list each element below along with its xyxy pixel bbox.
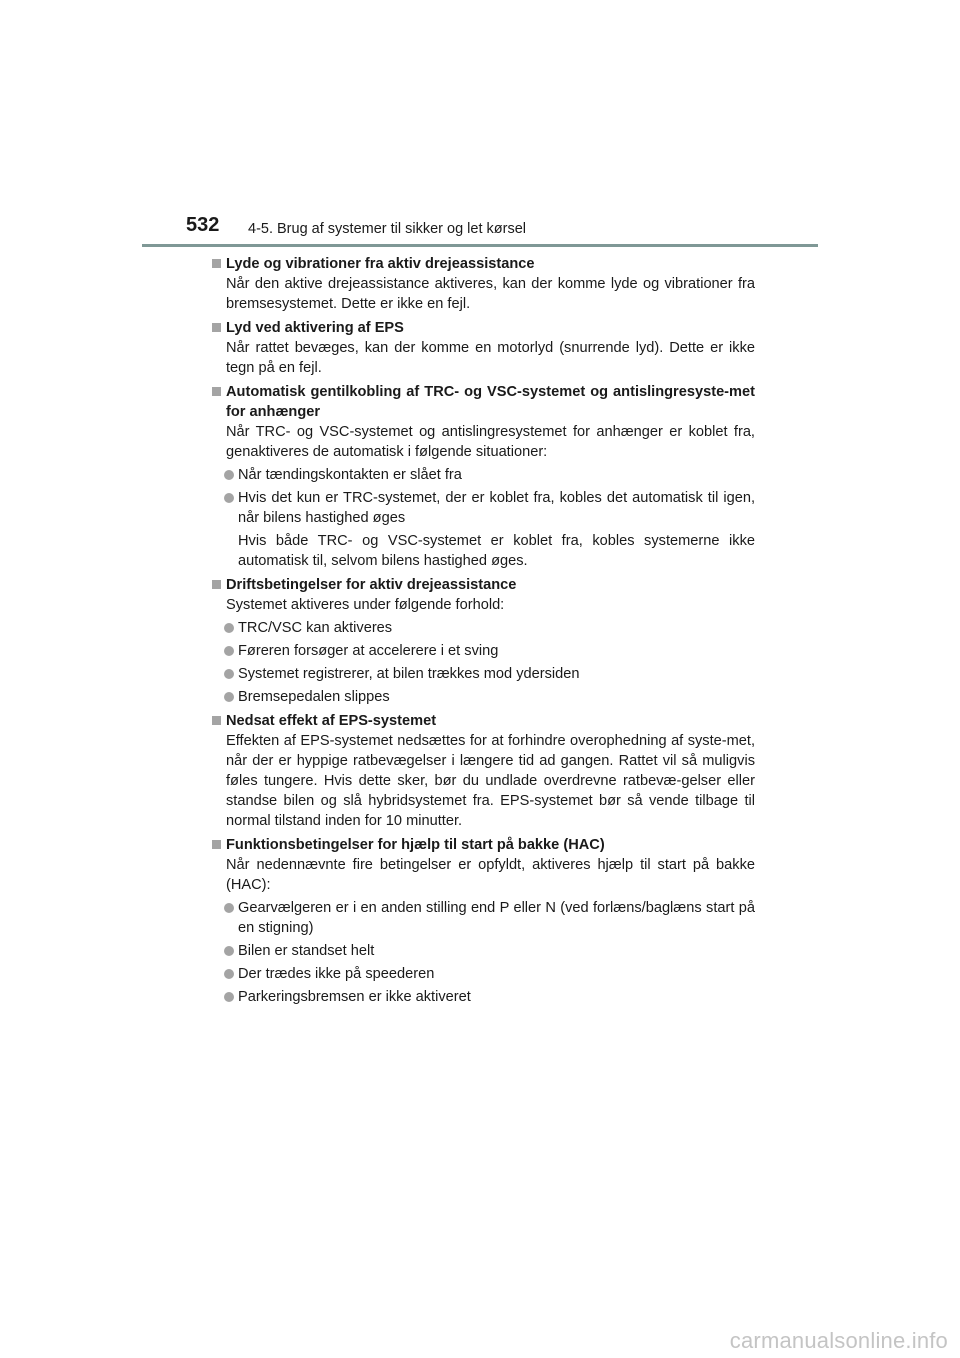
- square-bullet-icon: [212, 716, 221, 725]
- section-heading: [210, 318, 755, 338]
- section-heading-text: Lyd ved aktivering af EPS: [226, 320, 404, 336]
- list-item: [210, 687, 755, 707]
- list-item-text: Når tændingskontakten er slået fra: [238, 467, 462, 483]
- section-heading-text: Lyde og vibrationer fra aktiv drejeassistance: [226, 256, 535, 272]
- section-paragraph: Når TRC- og VSC-systemet og antislingresystemet for anhænger er koblet fra, genaktiveres de automatisk i følgende situationer:: [226, 424, 755, 460]
- round-bullet-icon: [224, 493, 234, 503]
- list-item: [210, 618, 755, 638]
- page-header: [0, 0, 960, 250]
- section-heading: [210, 711, 755, 731]
- section-nedsat-effekt-eps: [210, 711, 755, 831]
- section-heading: [210, 382, 755, 422]
- square-bullet-icon: [212, 580, 221, 589]
- section-lyd-eps: [210, 318, 755, 378]
- list-item-text: Systemet registrerer, at bilen trækkes mod ydersiden: [238, 666, 580, 682]
- list-item: [210, 664, 755, 684]
- list-item: [210, 465, 755, 485]
- list-item: [210, 941, 755, 961]
- section-heading-text: Nedsat effekt af EPS-systemet: [226, 713, 437, 729]
- round-bullet-icon: [224, 646, 234, 656]
- round-bullet-icon: [224, 969, 234, 979]
- round-bullet-icon: [224, 470, 234, 480]
- section-paragraph: Når nedennævnte fire betingelser er opfyldt, aktiveres hjælp til start på bakke (HAC):: [226, 857, 755, 893]
- section-heading: [210, 254, 755, 274]
- round-bullet-icon: [224, 623, 234, 633]
- header-divider: [142, 244, 818, 247]
- section-heading-text: Driftsbetingelser for aktiv drejeassistance: [226, 577, 517, 593]
- section-driftsbetingelser: [210, 575, 755, 707]
- list-item-text: Gearvælgeren er i en anden stilling end P eller N (ved forlæns/baglæns start på en stigning): [238, 900, 755, 936]
- list-item: [210, 488, 755, 528]
- list-item: [210, 964, 755, 984]
- round-bullet-icon: [224, 946, 234, 956]
- square-bullet-icon: [212, 323, 221, 332]
- round-bullet-icon: [224, 903, 234, 913]
- section-heading: [210, 575, 755, 595]
- section-heading-text: Funktionsbetingelser for hjælp til start på bakke (HAC): [226, 837, 605, 853]
- section-paragraph: Når rattet bevæges, kan der komme en motorlyd (snurrende lyd). Dette er ikke tegn på en fejl.: [226, 340, 755, 376]
- section-automatisk-gentilkobling: [210, 382, 755, 571]
- section-paragraph: Systemet aktiveres under følgende forhold:: [226, 597, 505, 613]
- square-bullet-icon: [212, 387, 221, 396]
- round-bullet-icon: [224, 692, 234, 702]
- list-item-text: Føreren forsøger at accelerere i et sving: [238, 643, 499, 659]
- section-heading-text: Automatisk gentilkobling af TRC- og VSC-systemet og antislingresyste-met for anhænger: [226, 384, 755, 420]
- chapter-title: 4-5. Brug af systemer til sikker og let kørsel: [248, 221, 526, 237]
- square-bullet-icon: [212, 259, 221, 268]
- list-item-text: Hvis det kun er TRC-systemet, der er koblet fra, kobles det automatisk til igen, når bilens hastighed øges: [238, 490, 755, 526]
- round-bullet-icon: [224, 669, 234, 679]
- section-heading: [210, 835, 755, 855]
- list-item: [210, 987, 755, 1007]
- list-item-text: Parkeringsbremsen er ikke aktiveret: [238, 989, 471, 1005]
- watermark: carmanualsonline.info: [729, 1328, 948, 1353]
- square-bullet-icon: [212, 840, 221, 849]
- section-paragraph: Effekten af EPS-systemet nedsættes for at forhindre overophedning af syste-met, når der er hyppige ratbevægelser i længere tid ad gangen. Rattet vil så muligvis føles tungere. Hvis dette sker, bør du undlade overdrevne ratbevæ-gelser eller standse bilen og slå hybridsystemet fra. EPS-systemet bør så vende tilbage til normal tilstand inden for 10 minutter.: [226, 733, 755, 829]
- section-paragraph: Når den aktive drejeassistance aktiveres, kan der komme lyde og vibrationer fra bremsesystemet. Dette er ikke en fejl.: [226, 276, 755, 312]
- section-lyde-vibrationer: [210, 254, 755, 314]
- list-item-text: Der trædes ikke på speederen: [238, 966, 435, 982]
- list-item: [210, 641, 755, 661]
- list-item-text: Bilen er standset helt: [238, 943, 375, 959]
- list-item: [210, 898, 755, 938]
- sub-paragraph: Hvis både TRC- og VSC-systemet er koblet fra, kobles systemerne ikke automatisk til, selvom bilens hastighed øges.: [238, 533, 755, 569]
- list-item-text: Bremsepedalen slippes: [238, 689, 390, 705]
- round-bullet-icon: [224, 992, 234, 1002]
- page-content: [210, 254, 755, 1011]
- list-item-text: TRC/VSC kan aktiveres: [238, 620, 393, 636]
- section-funktionsbetingelser-hac: [210, 835, 755, 1007]
- page-number: 532: [186, 214, 220, 236]
